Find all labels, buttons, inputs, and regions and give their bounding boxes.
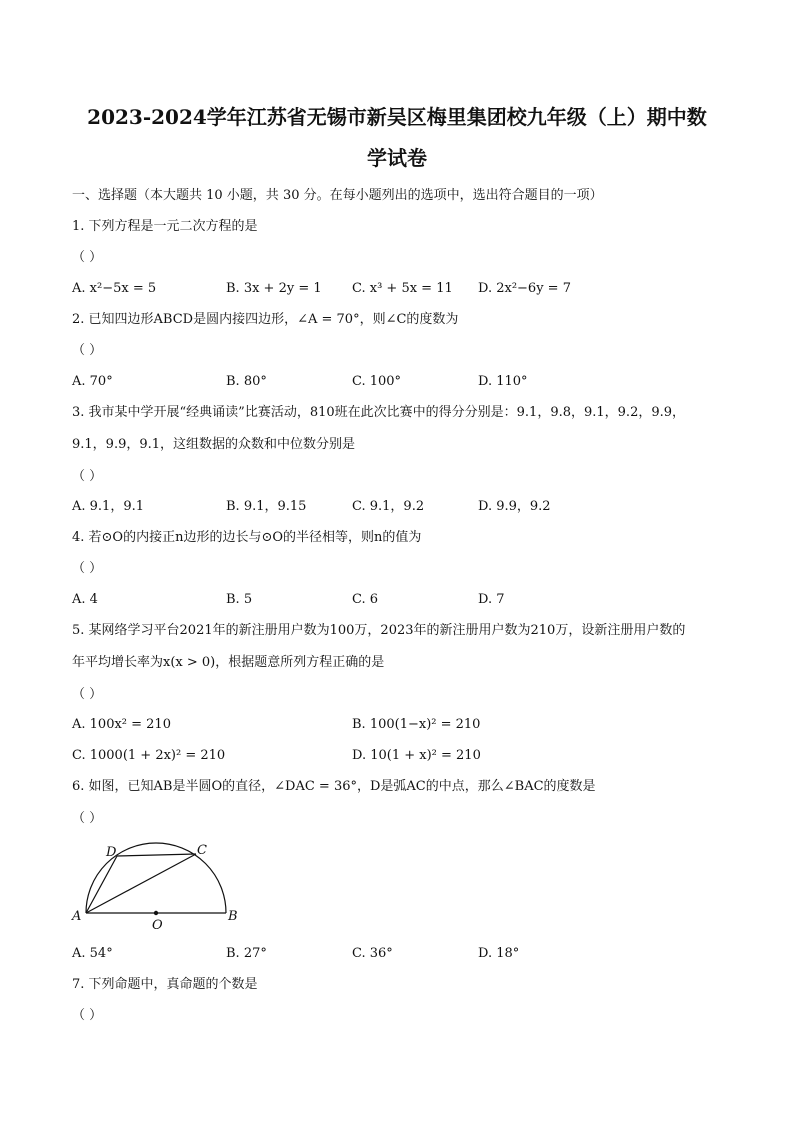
question-6-option-d: D. 18° [478,946,520,961]
label-d: D [106,845,117,860]
label-a: A [72,909,82,924]
question-1-option-c: C. x³ + 5x = 11 [352,281,453,296]
label-o: O [152,918,163,933]
question-1-option-d: D. 2x²−6y = 7 [478,281,571,296]
question-5-stem-line1: 5. 某网络学习平台2021年的新注册用户数为100万，2023年的新注册用户数为210万，设新注册用户数的 [72,623,686,638]
question-3-option-d: D. 9.9，9.2 [478,499,551,514]
question-2-stem: 2. 已知四边形ABCD是圆内接四边形，∠A = 70°，则∠C的度数为 [72,312,459,327]
label-b: B [228,909,238,924]
question-5-blank: （ ） [72,687,103,702]
question-3-option-b: B. 9.1，9.15 [226,499,307,514]
question-5-option-b: B. 100(1−x)² = 210 [352,717,481,732]
question-2-blank: （ ） [72,343,103,358]
question-2-option-c: C. 100° [352,374,402,389]
exam-title-line2: 学试卷 [367,146,427,170]
question-5-option-c: C. 1000(1 + 2x)² = 210 [72,748,226,763]
question-6-stem: 6. 如图，已知AB是半圆O的直径，∠DAC = 36°，D是弧AC的中点，那么∠BAC的度数是 [72,779,596,794]
question-1-option-a: A. x²−5x = 5 [72,281,157,296]
question-4-option-c: C. 6 [352,592,379,607]
question-4-blank: （ ） [72,561,103,576]
chord-dc [117,854,196,856]
semicircle-figure [66,840,246,935]
exam-title-line1: 2023-2024学年江苏省无锡市新吴区梅里集团校九年级（上）期中数 [87,105,707,129]
question-4-option-b: B. 5 [226,592,253,607]
question-5-stem-line2: 年平均增长率为x(x > 0)，根据题意所列方程正确的是 [72,655,385,670]
question-6-option-c: C. 36° [352,946,393,961]
question-1-blank: （ ） [72,250,103,265]
section-heading: 一、选择题（本大题共 10 小题，共 30 分。在每小题列出的选项中，选出符合题目的一项） [72,188,603,203]
question-4-option-a: A. 4 [72,592,98,607]
question-3-stem-line2: 9.1，9.9，9.1，这组数据的众数和中位数分别是 [72,437,356,452]
question-2-option-d: D. 110° [478,374,528,389]
question-6-option-a: A. 54° [72,946,113,961]
question-3-option-c: C. 9.1，9.2 [352,499,425,514]
question-5-option-d: D. 10(1 + x)² = 210 [352,748,481,763]
question-3-stem-line1: 3. 我市某中学开展“经典诵读”比赛活动，810班在此次比赛中的得分分别是：9.1，9.8，9.1，9.2，9.9， [72,405,686,420]
question-6-blank: （ ） [72,811,103,826]
question-7-blank: （ ） [72,1008,103,1023]
question-1-stem: 1. 下列方程是一元二次方程的是 [72,219,258,234]
question-2-option-a: A. 70° [72,374,113,389]
question-2-option-b: B. 80° [226,374,267,389]
question-4-stem: 4. 若⊙O的内接正n边形的边长与⊙O的半径相等，则n的值为 [72,530,422,545]
question-3-option-a: A. 9.1，9.1 [72,499,145,514]
question-1-option-b: B. 3x + 2y = 1 [226,281,322,296]
center-point-o [154,911,158,915]
label-c: C [197,843,207,858]
question-5-option-a: A. 100x² = 210 [72,717,171,732]
question-7-stem: 7. 下列命题中，真命题的个数是 [72,977,258,992]
question-3-blank: （ ） [72,469,103,484]
question-6-option-b: B. 27° [226,946,267,961]
question-4-option-d: D. 7 [478,592,505,607]
